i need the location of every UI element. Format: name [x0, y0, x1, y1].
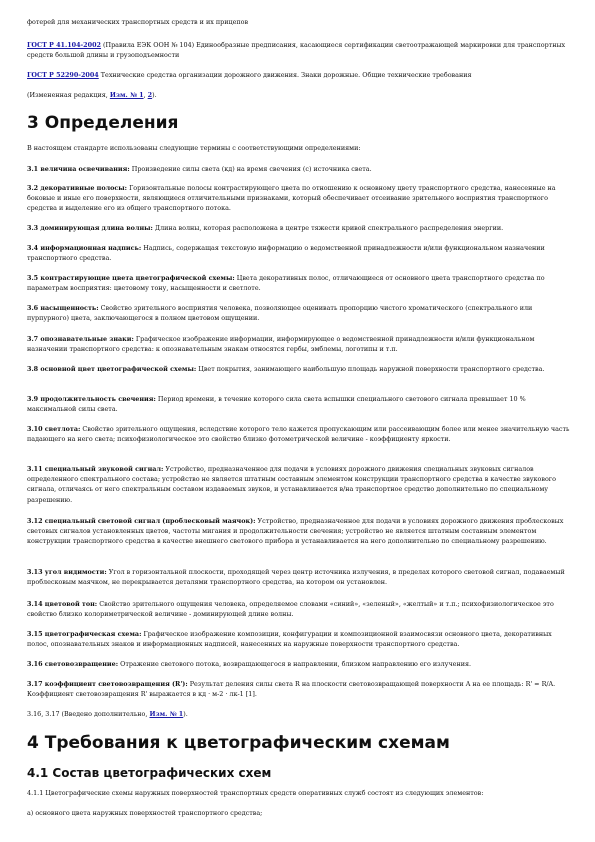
subsection-4-1-heading: 4.1 Состав цветографических схем	[27, 766, 272, 780]
definition-text: Произведение силы света (кд) на время свечения (с) источника света.	[129, 165, 372, 173]
definition-text: Устройство, предназначенное для подачи в условиях дорожного движения проблесковых световых сигналов установленных цветов, частоты мигания и продолжительности свечения; устройство не является штатным составным элементом конструкции транспортного средства в качестве внешнего светового прибора и устанавливается на него дополнительно по специальному разрешению.	[27, 517, 564, 546]
definition-text: Результат деления силы света R на плоскости световозвращающей поверхности A на ее площадь: R' = R/A. Коэффициент световозвращения R' выражается в кд · м-2 · лк-1 [1].	[27, 680, 556, 699]
definition-3-15	[27, 629, 570, 649]
definition-text: Горизонтальные полосы контрастирующего цвета по отношению к основному цвету транспортного средства, нанесенные на боковые и иные его поверхности, являющиеся отличительными признаками, который обеспечивает отсеивание зрительного восприятия транспортного средства и выделение его из общего транспортного потока.	[27, 184, 556, 213]
definition-3-5	[27, 273, 570, 293]
definition-text: Отражение светового потока, возвращающегося в направлении, близком направлению его излучения.	[118, 660, 472, 668]
reference-gost-52290	[27, 70, 570, 80]
definition-3-14	[27, 599, 570, 619]
definition-3-7	[27, 334, 570, 354]
reference-text: (Правила ЕЭК ООН № 104) Единообразные предписания, касающиеся сертификации светоотражающей маркировки для транспортных средств большой длины и грузоподъемности	[27, 41, 566, 60]
section-3-amendment-note	[27, 709, 570, 719]
definition-text: Цвет покрытия, занимающего наибольшую площадь наружной поверхности транспортного средства.	[196, 365, 545, 373]
definition-term: 3.5 контрастирующие цвета цветографической схемы:	[27, 274, 235, 282]
definition-text: Свойство зрительного ощущения человека, определяемое словами «синий», «зеленый», «желтый» и т.п.; психофизиологическое это свойство близко колориметрической величине - доминирующей длине волны.	[27, 600, 554, 619]
amendment-link-1[interactable]: Изм. № 1	[109, 91, 144, 99]
definition-3-16	[27, 659, 570, 669]
section-3-intro: В настоящем стандарте использованы следующие термины с соответствующими определениями:	[27, 144, 361, 152]
reference-gost-41-104	[27, 40, 570, 60]
amendment-close: ).	[183, 710, 188, 718]
definition-text: Цвета декоративных полос, отличающиеся от основного цвета транспортного средства по параметрам восприятия: цветовому тону, насыщенности и светлоте.	[27, 274, 545, 293]
amendment-close: ).	[152, 91, 157, 99]
paragraph-4-1-1: 4.1.1 Цветографические схемы наружных поверхностей транспортных средств оперативных служб состоят из следующих элементов:	[27, 789, 484, 797]
reference-text: Технические средства организации дорожного движения. Знаки дорожные. Общие технические требования	[98, 71, 472, 79]
section-3-heading: 3 Определения	[27, 113, 179, 133]
top-line: фотерей для механических транспортных средств и их прицепов	[27, 18, 249, 26]
definition-text: Устройство, предназначенное для подачи в условиях дорожного движения специальных звуковых сигналов определенного спектрального состава; устройство не является штатным составным элементом конструкции транспортного средства в качестве звукового сигнала, отличаясь от него спектральным составом издаваемых звуков, и устанавливается в/на транспортное средство дополнительно по специальному разрешению.	[27, 465, 556, 504]
definition-term: 3.6 насыщенность:	[27, 304, 99, 312]
definition-text: Графическое изображение информации, информирующее о ведомственной принадлежности и/или функциональном назначении транспортного средства: к опознавательным знакам относятся гербы, эмблемы, логотипы и т.п.	[27, 335, 535, 354]
definition-3-10	[27, 424, 570, 444]
definition-term: 3.17 коэффициент световозвращения (R'):	[27, 680, 188, 688]
definition-3-9	[27, 394, 570, 414]
section-4-heading: 4 Требования к цветографическим схемам	[27, 733, 450, 753]
definition-term: 3.16 световозвращение:	[27, 660, 119, 668]
definition-term: 3.15 цветографическая схема:	[27, 630, 142, 638]
definition-3-8	[27, 364, 570, 374]
definition-3-11	[27, 464, 570, 505]
definition-3-3	[27, 223, 570, 233]
definition-3-1	[27, 164, 570, 174]
definition-term: 3.11 специальный звуковой сигнал:	[27, 465, 164, 473]
definition-term: 3.10 светлота:	[27, 425, 81, 433]
gost-link[interactable]: ГОСТ Р 52290-2004	[27, 71, 99, 79]
amendment-note	[27, 90, 570, 100]
definition-3-17	[27, 679, 570, 699]
definition-term: 3.14 цветовой тон:	[27, 600, 98, 608]
gost-link[interactable]: ГОСТ Р 41.104-2002	[27, 41, 101, 49]
definition-text: Графическое изображение композиции, конфигурации и композиционной взаимосвязи основного цвета, декоративных полос, опознавательных знаков и информационных надписей, нанесенных на наружные поверхности транспортного средства.	[27, 630, 552, 649]
definition-term: 3.4 информационная надпись:	[27, 244, 142, 252]
definition-term: 3.12 специальный световой сигнал (проблесковый маячок):	[27, 517, 256, 525]
definition-text: Угол в горизонтальной плоскости, проходящей через центр источника излучения, в пределах которого световой сигнал, подаваемый проблесковым маячком, не перекрывается деталями транспортного средства, на котором он установлен.	[27, 568, 565, 587]
definition-3-6	[27, 303, 570, 323]
definition-term: 3.7 опознавательные знаки:	[27, 335, 134, 343]
definition-3-13	[27, 567, 570, 587]
definition-term: 3.13 угол видимости:	[27, 568, 107, 576]
definition-text: Свойство зрительного восприятия человека, позволяющее оценивать пропорцию чистого хроматического (спектрального или пурпурного) цвета, заключающегося в полном цветовом ощущении.	[27, 304, 533, 323]
definition-text: Длина волны, которая расположена в центре тяжести кривой спектрального распределения энергии.	[152, 224, 504, 232]
definition-term: 3.2 декоративные полосы:	[27, 184, 128, 192]
definition-3-2	[27, 183, 570, 214]
amendment-text: 3.16, 3.17 (Введено дополнительно,	[27, 710, 150, 718]
definition-3-12	[27, 516, 570, 547]
definition-term: 3.1 величина освечивания:	[27, 165, 130, 173]
definition-term: 3.8 основной цвет цветографической схемы:	[27, 365, 197, 373]
list-item-a: а) основного цвета наружных поверхностей транспортного средства;	[27, 809, 263, 817]
amendment-text: (Измененная редакция,	[27, 91, 110, 99]
amendment-link-2[interactable]: 2	[147, 91, 153, 99]
definition-text: Свойство зрительного ощущения, вследствие которого тело кажется пропускающим или рассеивающим более или менее значительную часть падающего на него света; психофизиологическое это свойство близко фотометрической величине - коэффициенту яркости.	[27, 425, 570, 444]
definition-term: 3.9 продолжительность свечения:	[27, 395, 156, 403]
definition-text: Период времени, в течение которого сила света вспышки специального светового сигнала превышает 10 % максимальной силы света.	[27, 395, 526, 414]
definition-text: Надпись, содержащая текстовую информацию о ведомственной принадлежности и/или функциональном назначении транспортного средства.	[27, 244, 545, 263]
definition-3-4	[27, 243, 570, 263]
definition-term: 3.3 доминирующая длина волны:	[27, 224, 153, 232]
amendment-separator: ,	[143, 91, 148, 99]
amendment-link[interactable]: Изм. № 1	[149, 710, 184, 718]
